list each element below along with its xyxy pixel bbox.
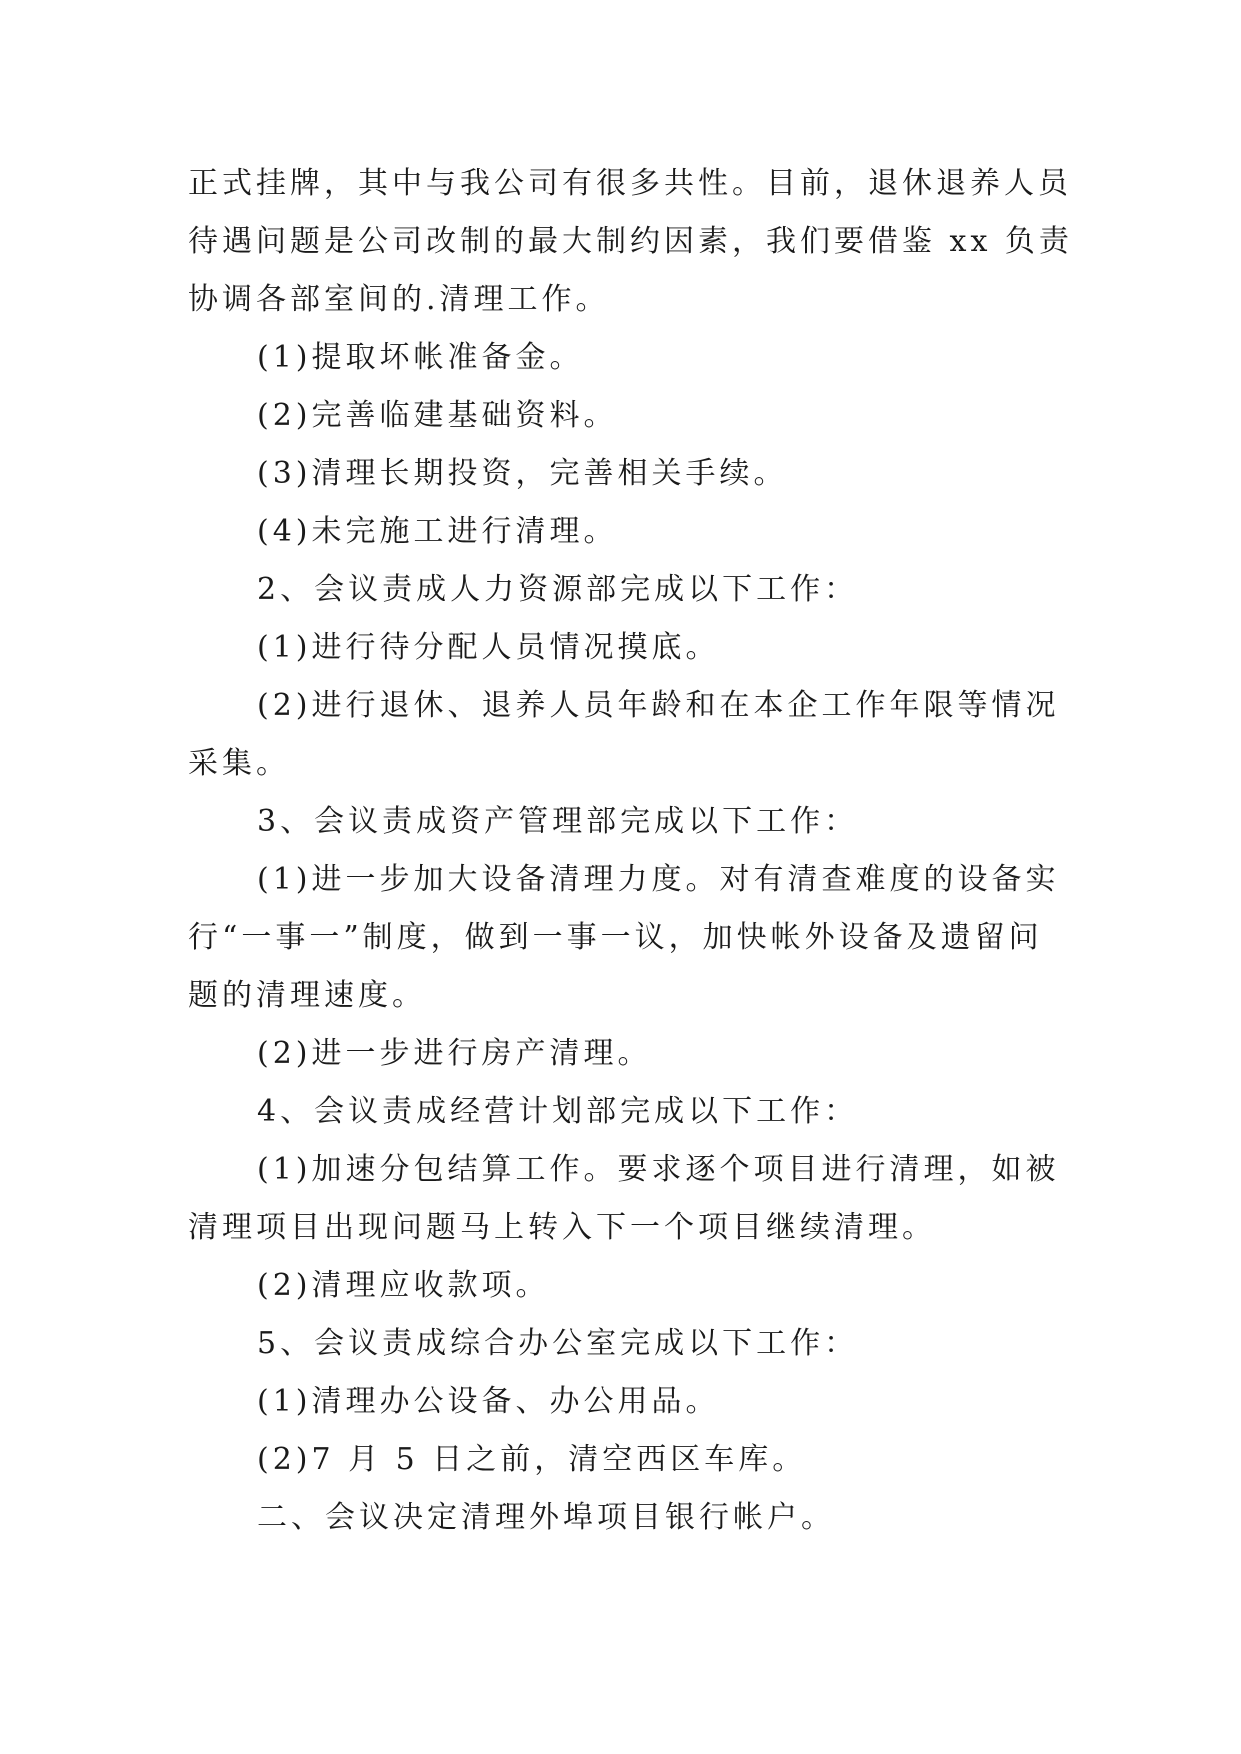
text-line: 行“一事一”制度，做到一事一议，加快帐外设备及遗留问: [188, 920, 1043, 955]
text-line: (2)进一步进行房产清理。: [257, 1036, 652, 1071]
text-line: (1)加速分包结算工作。要求逐个项目进行清理，如被: [257, 1152, 1060, 1187]
text-line: 题的清理速度。: [188, 978, 426, 1013]
section-heading: 3、会议责成资产管理部完成以下工作：: [257, 804, 859, 839]
text-line: (1)清理办公设备、办公用品。: [257, 1384, 720, 1419]
text-line: 清理项目出现问题马上转入下一个项目继续清理。: [188, 1210, 936, 1245]
text-line: (1)提取坏帐准备金。: [257, 340, 584, 375]
text-line: (4)未完施工进行清理。: [257, 514, 618, 549]
text-line: (3)清理长期投资，完善相关手续。: [257, 456, 788, 491]
text-line: 协调各部室间的.清理工作。: [188, 282, 610, 317]
text-line: (1)进一步加大设备清理力度。对有清查难度的设备实: [257, 862, 1060, 897]
section-heading: 5、会议责成综合办公室完成以下工作：: [257, 1326, 859, 1361]
section-heading: 二、会议决定清理外埠项目银行帐户。: [257, 1500, 835, 1535]
text-line: (2)清理应收款项。: [257, 1268, 550, 1303]
text-line: (2)完善临建基础资料。: [257, 398, 618, 433]
text-line: (2)进行退休、退养人员年龄和在本企工作年限等情况: [257, 688, 1060, 723]
text-line: (1)进行待分配人员情况摸底。: [257, 630, 720, 665]
text-line: 采集。: [188, 746, 290, 781]
section-heading: 2、会议责成人力资源部完成以下工作：: [257, 572, 859, 607]
text-line: (2)7 月 5 日之前，清空西区车库。: [257, 1442, 807, 1477]
text-line: 正式挂牌，其中与我公司有很多共性。目前，退休退养人员: [188, 166, 1072, 201]
section-heading: 4、会议责成经营计划部完成以下工作：: [257, 1094, 859, 1129]
document-body: [188, 155, 1073, 1547]
text-line: 待遇问题是公司改制的最大制约因素，我们要借鉴 xx 负责: [188, 224, 1073, 259]
